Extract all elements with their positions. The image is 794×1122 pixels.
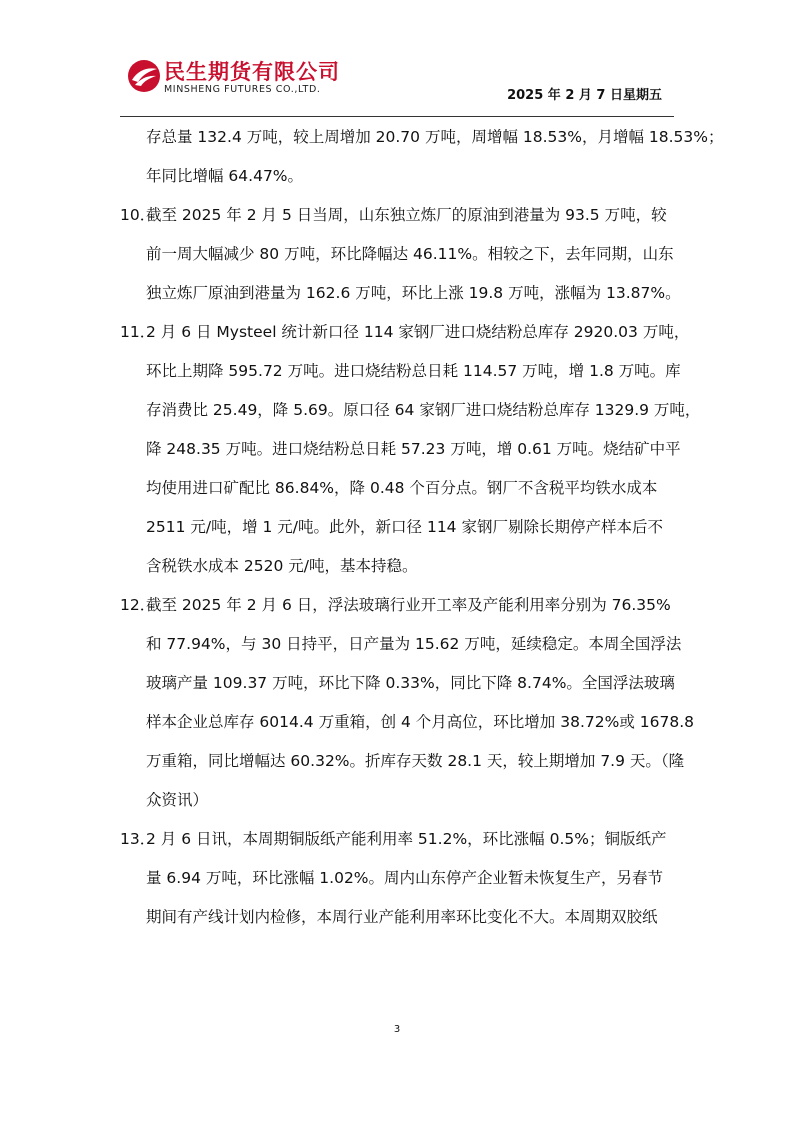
list-item-13 (120, 820, 680, 937)
text-line: 样本企业总库存 6014.4 万重箱，创 4 个月高位，环比增加 38.72%或 1678.8 (146, 713, 694, 731)
text-line: 存总量 132.4 万吨，较上周增加 20.70 万吨，周增幅 18.53%，月增幅 18.53%； (146, 128, 724, 146)
item-number: 13． (120, 830, 156, 848)
text-line: 玻璃产量 109.37 万吨，环比下降 0.33%，同比下降 8.74%。全国浮法玻璃 (146, 674, 675, 692)
text-line: 独立炼厂原油到港量为 162.6 万吨，环比上涨 19.8 万吨，涨幅为 13.87%。 (146, 284, 681, 302)
page-header (120, 52, 674, 118)
text-line: 2 月 6 日讯，本周期铜版纸产能利用率 51.2%，环比涨幅 0.5%；铜版纸产 (146, 830, 667, 848)
text-line: 和 77.94%，与 30 日持平，日产量为 15.62 万吨，延续稳定。本周全国浮法 (146, 635, 682, 653)
paragraph-continuation (120, 118, 724, 196)
text-line: 降 248.35 万吨。进口烧结粉总日耗 57.23 万吨，增 0.61 万吨。烧结矿中平 (146, 440, 681, 458)
text-line: 万重箱，同比增幅达 60.32%。折库存天数 28.1 天，较上期增加 7.9 天。（隆 (146, 752, 685, 770)
text-line: 年同比增幅 64.47%。 (146, 167, 304, 185)
text-line: 均使用进口矿配比 86.84%，降 0.48 个百分点。钢厂不含税平均铁水成本 (146, 479, 658, 497)
text-line: 期间有产线计划内检修，本周行业产能利用率环比变化不大。本周期双胶纸 (146, 908, 658, 926)
page-number: 3 (393, 1024, 401, 1035)
text-line: 存消费比 25.49，降 5.69。原口径 64 家钢厂进口烧结粉总库存 1329.9 万吨， (146, 401, 701, 419)
document-body (120, 118, 724, 937)
text-line: 截至 2025 年 2 月 6 日，浮法玻璃行业开工率及产能利用率分别为 76.35% (146, 596, 671, 614)
company-name-en: MINSHENG FUTURES CO.,LTD. (164, 84, 321, 95)
header-divider (120, 116, 674, 117)
list-item-12 (120, 586, 694, 820)
company-name-cn: 民生期货有限公司 (164, 60, 340, 84)
text-line: 量 6.94 万吨，环比涨幅 1.02%。周内山东停产企业暂未恢复生产，另春节 (146, 869, 664, 887)
list-item-10 (120, 196, 680, 313)
item-number: 10． (120, 206, 156, 224)
text-line: 环比上期降 595.72 万吨。进口烧结粉总日耗 114.57 万吨，增 1.8 万吨。库 (146, 362, 681, 380)
text-line: 2511 元/吨，增 1 元/吨。此外，新口径 114 家钢厂剔除长期停产样本后不 (146, 518, 663, 536)
company-logo-icon (126, 58, 162, 94)
text-line: 截至 2025 年 2 月 5 日当周，山东独立炼厂的原油到港量为 93.5 万吨，较 (146, 206, 667, 224)
item-number: 11． (120, 323, 156, 341)
item-number: 12． (120, 596, 156, 614)
list-item-11 (120, 313, 701, 586)
text-line: 前一周大幅减少 80 万吨，环比降幅达 46.11%。相较之下，去年同期，山东 (146, 245, 674, 263)
text-line: 含税铁水成本 2520 元/吨，基本持稳。 (146, 557, 418, 575)
text-line: 2 月 6 日 Mysteel 统计新口径 114 家钢厂进口烧结粉总库存 2920.03 万吨， (146, 323, 690, 341)
report-date: 2025 年 2 月 7 日星期五 (507, 88, 662, 103)
text-line: 众资讯） (146, 791, 209, 809)
